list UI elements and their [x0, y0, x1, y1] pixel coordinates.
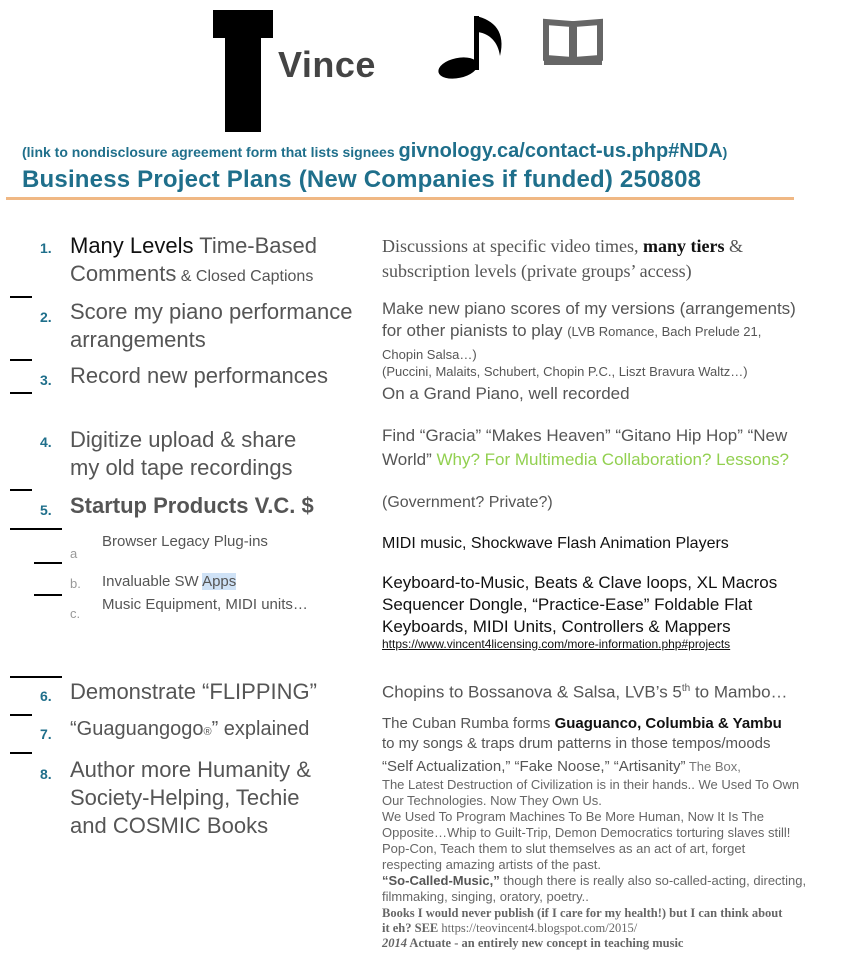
item-3-line1: Record new performances: [70, 363, 329, 388]
r4-line1: Find “Gracia” “Makes Heaven” “Gitano Hip Hop” “New: [382, 426, 788, 445]
subitem-letter-c: c.: [70, 606, 81, 621]
item-8-line2: Society-Helping, Techie: [70, 785, 300, 810]
r2-line3: Chopin Salsa…): [382, 347, 477, 362]
r6-a: Chopins to Bossanova & Salsa, LVB’s 5: [382, 682, 682, 702]
subitem-b-label-a: Invaluable SW: [102, 573, 203, 590]
r8-g10-a: it eh? SEE: [382, 921, 442, 935]
item-1-title-c: Comments: [70, 261, 177, 286]
item-2-line2: arrangements: [70, 327, 206, 352]
r7-a: The Cuban Rumba forms: [382, 715, 555, 732]
r5b-line2: Sequencer Dongle, “Practice-Ease” Foldable Flat: [382, 595, 753, 614]
item-2-line1: Score my piano performance: [70, 299, 353, 324]
item-8-notes: [382, 777, 806, 905]
item-number-1: 1.: [40, 240, 52, 256]
subitem-c: Music Equipment, MIDI units…: [102, 596, 308, 613]
item-1-title-a: Many Levels: [70, 233, 194, 258]
item-6-description: [382, 678, 788, 704]
logo-t-icon: [213, 10, 273, 132]
subitem-bc-description: [382, 572, 777, 638]
r1-b: many tiers: [642, 236, 725, 256]
r1-c: &: [724, 236, 743, 256]
r8-g1: The Latest Destruction of Civilization is in their hands.. We Used To Own: [382, 777, 800, 792]
subitem-b-label-b: Apps: [202, 573, 237, 590]
r8-g5: Pop-Con, Teach them to slut themselves as an act of art, forget: [382, 841, 746, 856]
licensing-link[interactable]: https://www.vincent4licensing.com/more-information.php#projects: [382, 637, 731, 651]
item-number-8: 8.: [40, 766, 52, 782]
blog-link[interactable]: https://teovincent4.blogspot.com/2015/: [441, 921, 638, 935]
r3-line2: On a Grand Piano, well recorded: [382, 384, 630, 403]
item-8-line3: and COSMIC Books: [70, 813, 269, 838]
item-7-line1b: ” explained: [211, 718, 310, 740]
r8-g4: Opposite…Whip to Guilt-Trip, Demon Democratics torturing slaves still!: [382, 825, 791, 840]
item-1-description: [382, 234, 743, 284]
subitem-letter-b: b.: [70, 576, 81, 591]
item-7-description: [382, 714, 782, 754]
title-divider: [6, 197, 794, 200]
divider-dash: [10, 676, 62, 678]
item-1: [70, 232, 317, 291]
item-number-7: 7.: [40, 726, 52, 742]
registered-mark: ®: [203, 726, 212, 738]
item-number-5: 5.: [40, 502, 52, 518]
item-number-3: 3.: [40, 372, 52, 388]
nda-link[interactable]: givnology.ca/contact-us.php#NDA: [398, 140, 723, 162]
divider-dash: [10, 359, 32, 361]
divider-dash: [10, 296, 32, 298]
divider-dash: [10, 714, 32, 716]
item-4-line1: Digitize upload & share: [70, 427, 297, 452]
book-icon: [542, 16, 604, 68]
r8-g9: Books I would never publish (if I care for my health!) but I can think about: [382, 906, 783, 920]
r5b-line3: Keyboards, MIDI Units, Controllers & Mappers: [382, 617, 731, 636]
item-5-description: (Government? Private?): [382, 494, 553, 511]
r7-line2: to my songs & traps drum patterns in those tempos/moods: [382, 735, 771, 752]
r8-g3: We Used To Program Machines To Be More Human, Now It Is The: [382, 809, 764, 824]
logo-name: Vince: [278, 44, 376, 85]
r1-a: Discussions at specific video times,: [382, 236, 643, 256]
music-note-icon: [436, 12, 512, 82]
divider-dash: [34, 562, 62, 564]
r8-g7-a: “So-Called-Music,”: [382, 873, 500, 888]
item-5: [70, 492, 314, 520]
subitem-b: [102, 573, 236, 590]
nda-link-suffix: ): [722, 144, 728, 160]
item-7-line1: “Guaguangogo: [70, 718, 204, 740]
r4-line2-a: World”: [382, 450, 437, 469]
r1-line2: subscription levels (private groups’ access): [382, 261, 692, 281]
r5b-line1: Keyboard-to-Music, Beats & Clave loops, XL Macros: [382, 573, 778, 592]
nda-link-prefix: (link to nondisclosure agreement form that lists signees: [22, 144, 399, 160]
divider-dash: [10, 392, 32, 394]
divider-dash: [10, 489, 32, 491]
item-number-4: 4.: [40, 434, 52, 450]
subitem-a-description: MIDI music, Shockwave Flash Animation Players: [382, 535, 729, 552]
r3-line1: (Puccini, Malaits, Schubert, Chopin P.C., Liszt Bravura Waltz…): [382, 364, 748, 379]
r2-line2: for other pianists to play: [382, 321, 568, 340]
item-8-line1: Author more Humanity &: [70, 757, 311, 782]
item-6-line1: Demonstrate “FLIPPING”: [70, 679, 317, 704]
item-3: [70, 362, 328, 390]
divider-dash: [10, 528, 62, 530]
item-4-description: [382, 424, 789, 472]
r8-g7-b: though there is really also so-called-acting, directing,: [499, 873, 807, 888]
r8-g8: filmmaking, singing, oratory, poetry..: [382, 889, 589, 904]
item-4: [70, 426, 296, 482]
r4-line2-b: Why? For Multimedia Collaboration? Lessons?: [436, 450, 789, 469]
item-6: [70, 678, 317, 706]
item-4-line2: my old tape recordings: [70, 455, 293, 480]
r8-line1-small: The Box,: [685, 759, 741, 774]
item-8-description: [382, 756, 741, 778]
r2-line1: Make new piano scores of my versions (arrangements): [382, 299, 796, 318]
r8-g11-a: 2014: [382, 936, 407, 950]
item-1-title-d: & Closed Captions: [176, 268, 314, 285]
r8-g11-b: Actuate - an entirely new concept in teaching music: [407, 936, 684, 950]
r6-b: to Mambo…: [690, 682, 788, 702]
item-5-line1: Startup Products V.C. $: [70, 493, 314, 518]
r8-g2: Our Technologies. Now They Own Us.: [382, 793, 602, 808]
divider-dash: [10, 752, 32, 754]
r8-line1: “Self Actualization,” “Fake Noose,” “Artisanity”: [382, 758, 686, 775]
item-2-description: [382, 298, 796, 366]
item-1-title-b: Time-Based: [193, 233, 318, 258]
r8-g6: respecting amazing artists of the past.: [382, 857, 601, 872]
page-title: Business Project Plans (New Companies if funded) 250808: [22, 166, 702, 193]
r2-line2-small: (LVB Romance, Bach Prelude 21,: [567, 324, 762, 339]
divider-dash: [34, 594, 62, 596]
item-3-description: [382, 361, 748, 406]
item-number-2: 2.: [40, 309, 52, 325]
item-2: [70, 298, 352, 354]
item-number-6: 6.: [40, 688, 52, 704]
r7-b: Guaguanco, Columbia & Yambu: [554, 715, 782, 732]
item-8: [70, 756, 311, 840]
item-8-books: [382, 906, 782, 951]
subitem-a: Browser Legacy Plug-ins: [102, 533, 268, 550]
item-7: [70, 715, 309, 746]
nda-link-line: [22, 140, 727, 163]
subitem-letter-a: a: [70, 546, 78, 561]
r6-sup: th: [681, 683, 691, 694]
